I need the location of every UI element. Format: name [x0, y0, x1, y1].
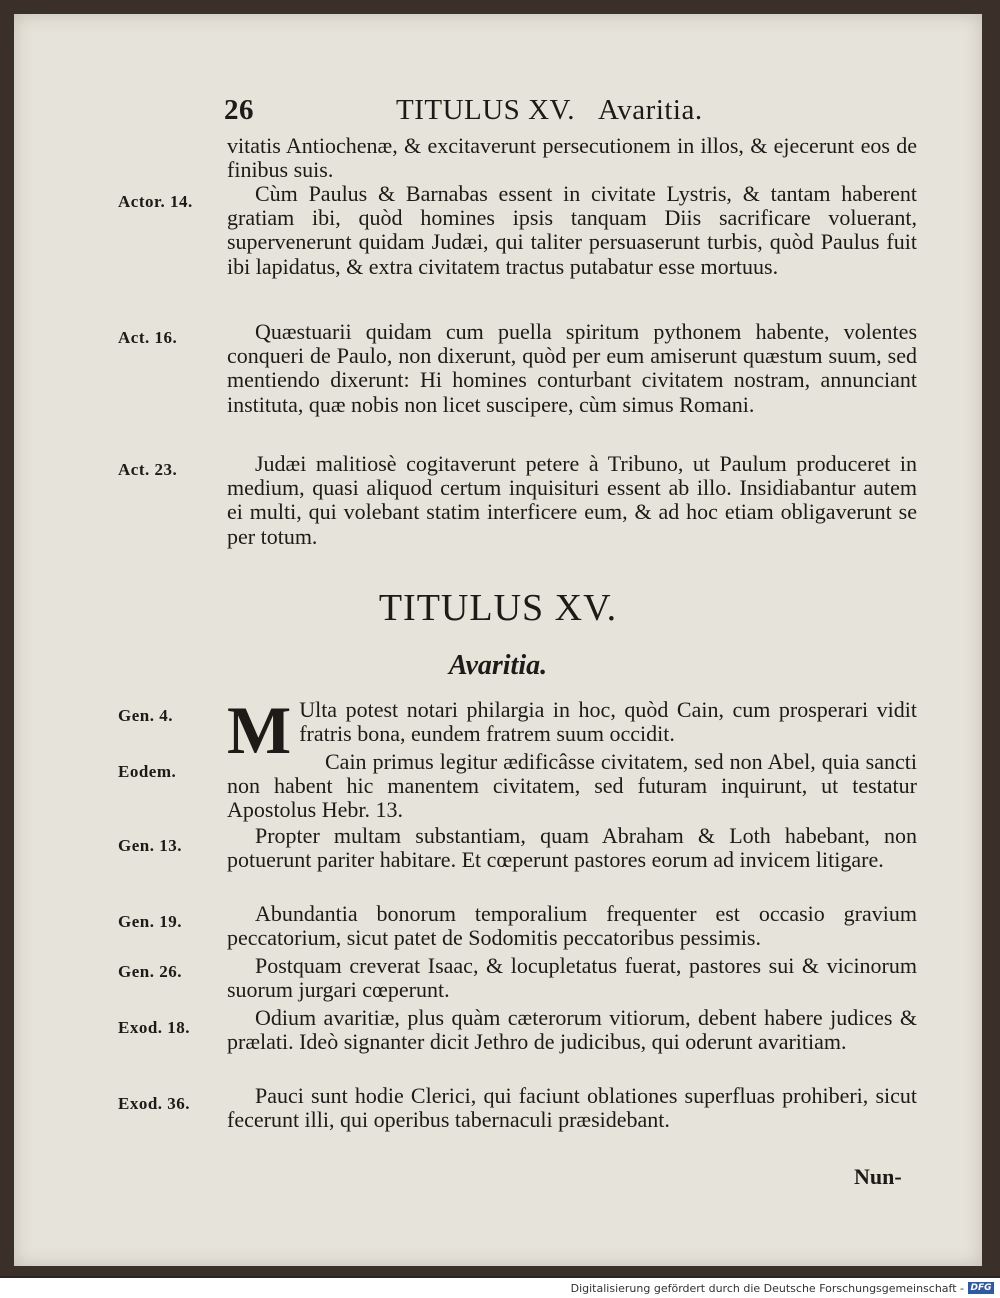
catchword: Nun-: [854, 1164, 902, 1189]
passage-text: Abundantia bonorum temporalium frequenter est occasio gravium peccatorium, sicut patet de Sodomitis peccatoribus pessimis.: [227, 901, 917, 951]
funding-credit: Digitalisierung gefördert durch die Deutsche Forschungsgemeinschaft -: [570, 1282, 964, 1295]
passage-body: Ulta potest notari philargia in hoc, quòd Cain, cum prosperari vidit fratris bona, eundem fratrem suum occidit.: [299, 697, 917, 747]
passage-text: Judæi malitiosè cogitaverunt petere à Tribuno, ut Paulum produceret in medium, quasi aliquod certum inquisituri essent ab illo. Insidiabantur autem ei multi, qui volebant statim interficere eum, & ad hoc etiam obligaverunt se per totum.: [227, 451, 917, 549]
passage-text: Cain primus legitur ædificâsse civitatem, sed non Abel, quia sancti non habent hic manentem civitatem, sed futuram inquirunt, ut testatur Apostolus Hebr. 13.: [227, 749, 917, 823]
margin-reference: Exod. 18.: [118, 1018, 191, 1037]
passage-text: Postquam creverat Isaac, & locupletatus fuerat, pastores sui & vicinorum suorum jurgari cœperunt.: [227, 953, 917, 1003]
margin-reference: Eodem.: [118, 762, 177, 781]
margin-reference: Act. 16.: [118, 328, 178, 347]
passage-text: Pauci sunt hodie Clerici, qui faciunt oblationes superfluas prohiberi, sicut fecerunt illi, qui operibus tabernaculi præsidebant.: [227, 1083, 917, 1133]
passage-text: Cùm Paulus & Barnabas essent in civitate Lystris, & tantam haberent gratiam ibi, quòd homines ipsis tanquam Diis sacrificare voluerant, supervenerunt quidam Judæi, qui taliter persuaserunt turbis, quòd Paulus fuit ibi lapidatus, & extra civitatem tractus putabatur esse mortuus.: [227, 181, 917, 279]
passage-text: [227, 692, 917, 768]
margin-reference: Exod. 36.: [118, 1094, 191, 1113]
margin-reference: Gen. 19.: [118, 912, 182, 931]
margin-reference: Gen. 26.: [118, 962, 182, 981]
margin-reference: Act. 23.: [118, 460, 178, 479]
book-page: [14, 14, 982, 1266]
passage-text: Propter multam substantiam, quam Abraham & Loth habebant, non potuerunt pariter habitare. Et cœperunt pastores eorum ad invicem litigare.: [227, 823, 917, 873]
header-title: TITULUS XV.: [396, 94, 575, 126]
passage-text: vitatis Antiochenæ, & excitaverunt persecutionem in illos, & ejecerunt eos de finibus suis.: [227, 133, 917, 183]
page-number: 26: [224, 94, 254, 126]
section-subtitle: Avaritia.: [448, 650, 548, 681]
digitization-footer: [0, 1278, 1000, 1298]
passage-text: Odium avaritiæ, plus quàm cæterorum vitiorum, debent habere judices & prælati. Ideò signanter dicit Jethro de judicibus, qui oderunt avaritiam.: [227, 1005, 917, 1055]
header-subtitle: Avaritia.: [598, 94, 703, 126]
dfg-logo: DFG: [968, 1282, 994, 1294]
margin-reference: Gen. 13.: [118, 836, 182, 855]
margin-reference: Actor. 14.: [118, 192, 193, 211]
section-title: TITULUS XV.: [378, 587, 618, 629]
drop-cap: M: [227, 692, 292, 768]
margin-reference: Gen. 4.: [118, 706, 173, 725]
passage-text: Quæstuarii quidam cum puella spiritum pythonem habente, volentes conqueri de Paulo, non dixerunt, quòd per eum amiserunt quæstum suum, sed mentiendo dixerunt: Hi homines conturbant civitatem nostram, annunciant instituta, quæ nobis non licet suscipere, cùm simus Romani.: [227, 319, 917, 417]
